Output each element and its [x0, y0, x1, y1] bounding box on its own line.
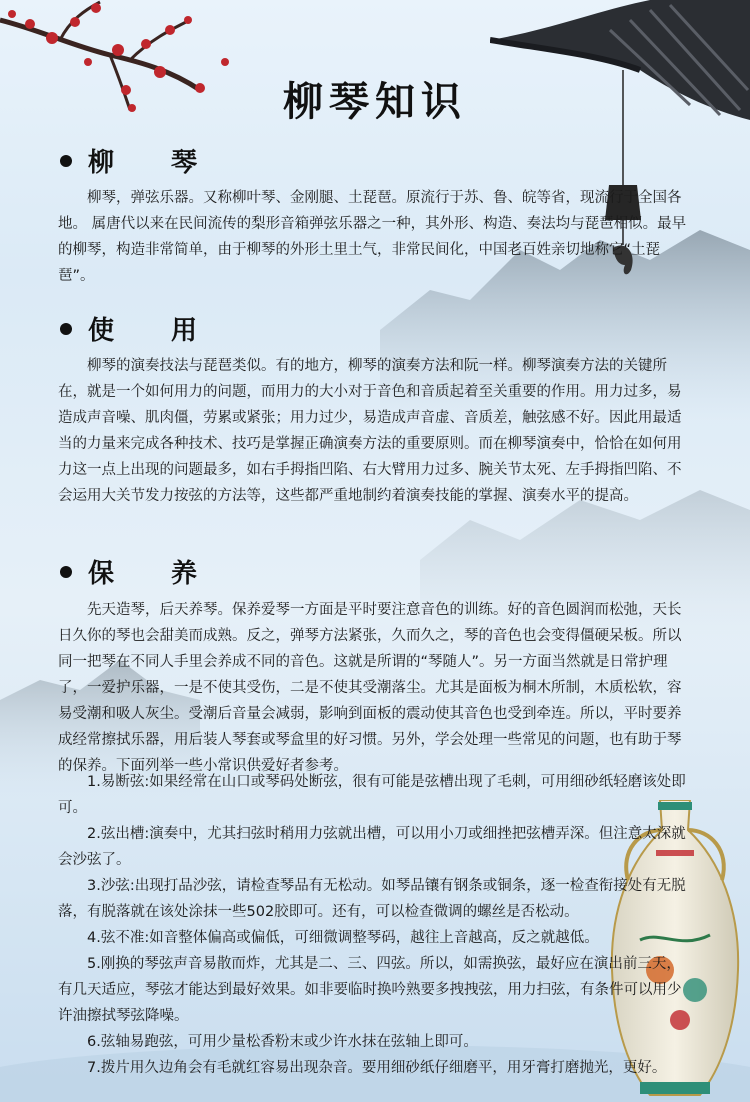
bullet-icon	[60, 155, 72, 167]
page-title: 柳琴知识	[283, 79, 467, 125]
section-heading-text: 使 用	[88, 316, 222, 346]
care-tip-item: 5.刚换的琴弦声音易散而炸，尤其是二、三、四弦。所以，如需换弦，最好应在演出前三天，有几天适应，琴弦才能达到最好效果。如非要临时换吟熟要多拽拽弦，用力扫弦，有条件可以用少许油擦拭琴弦降噪。	[58, 956, 682, 1024]
bullet-icon	[60, 323, 72, 335]
section-heading-liuqin	[60, 142, 221, 179]
care-tip-item: 6.弦轴易跑弦，可用少量松香粉末或少许水抹在弦轴上即可。	[87, 1034, 478, 1050]
care-tip-item: 3.沙弦:出现打品沙弦，请检查琴品有无松动。如琴品镶有钢条或铜条，逐一检查衔接处有无脱落，有脱落就在该处涂抹一些502胶即可。还有，可以检查微调的螺丝是否松动。	[58, 878, 686, 920]
section-paragraph: 先天造琴，后天养琴。保养爱琴一方面是平时要注意音色的训练。好的音色圆润而松弛，天长日久你的琴也会甜美而成熟。反之，弹琴方法紧张，久而久之，琴的音色也会变得僵硬呆板。所以同一把琴在不同人手里会养成不同的音色。这就是所谓的“琴随人”。另一方面当然就是日常护理了，一爱护乐器，一是不使其受伤，二是不使其受潮落尘。尤其是面板为桐木所制，木质松软，容易受潮和吸人灰尘。受潮后音量会减弱，影响到面板的震动使其音色也受到牵连。所以，平时要养成经常擦拭乐器，用后装人琴套或琴盒里的好习惯。另外，学会处理一些常见的问题，也有助于琴的保养。下面列举一些小常识供爱好者参考。	[58, 602, 682, 774]
section-heading-text: 保 养	[88, 559, 222, 589]
section-heading-care	[60, 553, 221, 590]
section-paragraph: 柳琴，弹弦乐器。又称柳叶琴、金刚腿、土琵琶。原流行于苏、鲁、皖等省，现流行于全国各地。 属唐代以来在民间流传的梨形音箱弹弦乐器之一种，其外形、构造、奏法均与琵琶相似。最早的柳琴，构造非常简单，由于柳琴的外形土里土气，非常民间化，中国老百姓亲切地称它“土琵琶”。	[58, 190, 687, 284]
care-tip-item: 2.弦出槽:演奏中，尤其扫弦时稍用力弦就出槽，可以用小刀或细挫把弦槽弄深。但注意太深就会沙弦了。	[58, 826, 686, 868]
care-tip-item: 1.易断弦:如果经常在山口或琴码处断弦，很有可能是弦槽出现了毛刺，可用细砂纸轻磨该处即可。	[58, 774, 686, 816]
section-paragraph: 柳琴的演奏技法与琵琶类似。有的地方，柳琴的演奏方法和阮一样。柳琴演奏方法的关键所在，就是一个如何用力的问题，而用力的大小对于音色和音质起着至关重要的作用。用力过多，易造成声音噪、肌肉僵，劳累或紧张；用力过少，易造成声音虚、音质差，触弦感不好。因此用最适当的力量来完成各种技术、技巧是掌握正确演奏方法的重要原则。而在柳琴演奏中，恰恰在如何用力这一点上出现的问题最多，如右手拇指凹陷、右大臂用力过多、腕关节太死、左手拇指凹陷、不会运用大关节发力按弦的方法等，这些都严重地制约着演奏技能的掌握、演奏水平的提高。	[58, 358, 682, 504]
section-heading-usage	[60, 310, 221, 347]
section-heading-text: 柳 琴	[88, 148, 222, 178]
care-tip-item: 4.弦不准:如音整体偏高或偏低，可细微调整琴码，越往上音越高，反之就越低。	[87, 930, 599, 946]
care-tip-item: 7.拨片用久边角会有毛就红容易出现杂音。要用细砂纸仔细磨平，用牙膏打磨抛光，更好。	[87, 1060, 667, 1076]
bullet-icon	[60, 566, 72, 578]
